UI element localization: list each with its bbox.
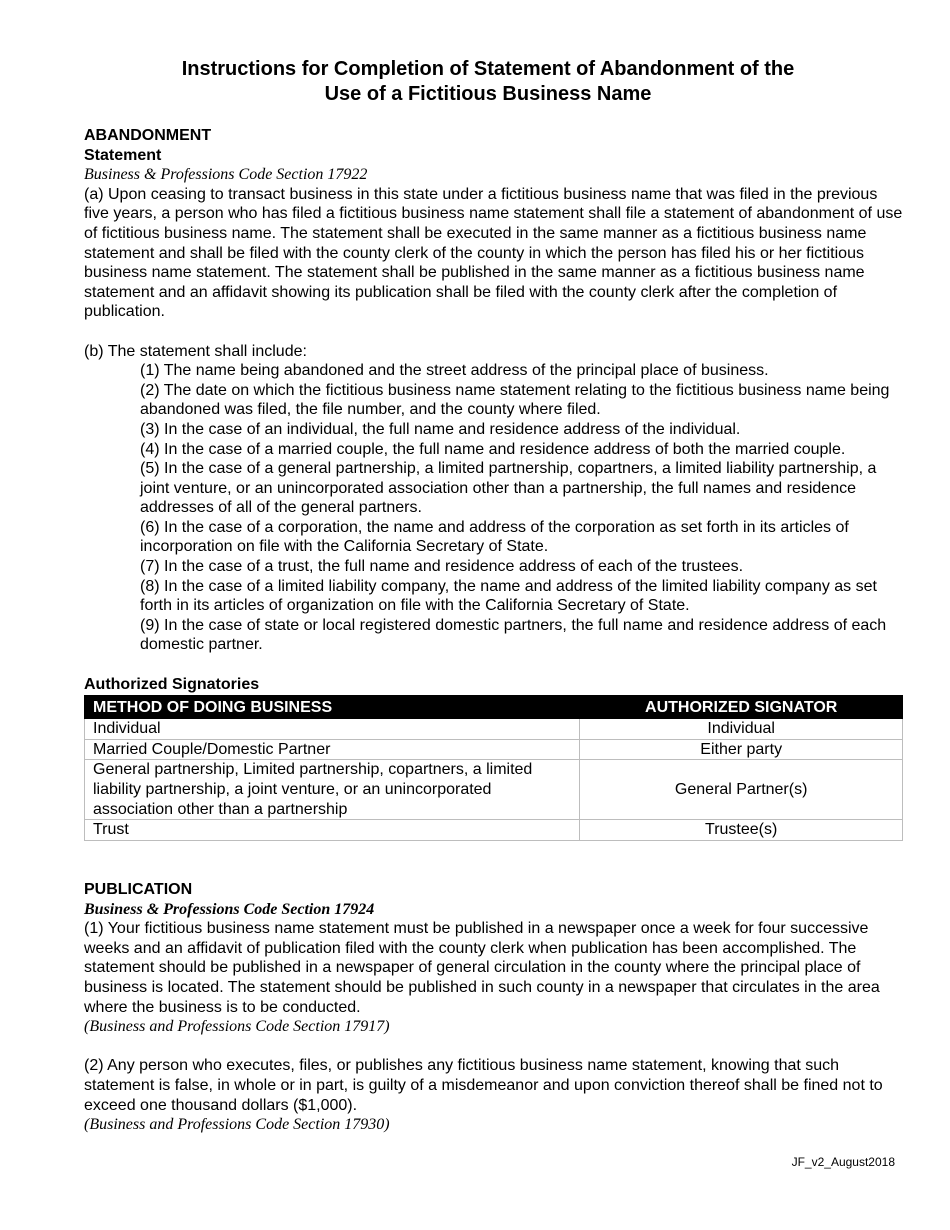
list-item: (8) In the case of a limited liability company, the name and address of the limited liability company as set forth in its articles of organization on file with the California Secretary of State.: [140, 577, 877, 615]
publication-code-ref: Business & Professions Code Section 17924: [84, 900, 375, 918]
table-header-row: [85, 696, 903, 719]
signator-cell: Either party: [580, 739, 903, 760]
list-item: (3) In the case of an individual, the full name and residence address of the individual.: [140, 420, 741, 438]
statement-requirements-list: [84, 361, 904, 655]
signator-cell: General Partner(s): [580, 760, 903, 820]
method-cell: Married Couple/Domestic Partner: [85, 739, 580, 760]
method-cell: General partnership, Limited partnership, copartners, a limited liability partnership, a joint venture, or an unincorporated association other than a partnership: [85, 760, 580, 820]
paragraph-a: (a) Upon ceasing to transact business in this state under a fictitious business name that was filed in the previous five years, a person who has filed a fictitious business name statement shall file a statement of abandonment of use of fictitious business name. The statement shall be executed in the same manner as a fictitious business name statement and shall be filed with the county clerk of the county in which the person has filed his or her fictitious business name statement. The statement shall be published in the same manner as a fictitious business name statement and an affidavit showing its publication shall be filed with the county clerk after the completion of publication.: [84, 185, 903, 321]
signator-cell: Individual: [580, 719, 903, 740]
paragraph-b-intro: (b) The statement shall include:: [84, 342, 307, 360]
list-item: (6) In the case of a corporation, the name and address of the corporation as set forth in its articles of incorporation on file with the California Secretary of State.: [140, 518, 849, 556]
list-item: (5) In the case of a general partnership, a limited partnership, copartners, a limited liability partnership, a joint venture, or an unincorporated association other than a partnership, the full names and residence addresses of all of the general partners.: [140, 460, 877, 517]
list-item: (9) In the case of state or local registered domestic partners, the full name and residence address of each domestic partner.: [140, 616, 887, 654]
title-line-2: Use of a Fictitious Business Name: [324, 83, 652, 105]
table-row: [85, 820, 903, 841]
document-body: [84, 126, 904, 1135]
list-item: (7) In the case of a trust, the full name and residence address of each of the trustees.: [140, 558, 744, 576]
statement-subheading: Statement: [84, 146, 162, 164]
form-version-footer: JF_v2_August2018: [791, 1155, 895, 1169]
publication-paragraph-1: (1) Your fictitious business name statement must be published in a newspaper once a week for four successive weeks and an affidavit of publication filed with the county clerk when publication has been accomplished. The statement should be published in a newspaper of general circulation in the county where the principal place of business is located. The statement should be published in such county in a newspaper that circulates in the area where the business is to be conducted.: [84, 920, 880, 1016]
column-header-signator: AUTHORIZED SIGNATOR: [580, 696, 903, 719]
table-row: [85, 739, 903, 760]
table-row: [85, 760, 903, 820]
abandonment-code-ref: Business & Professions Code Section 17922: [84, 166, 368, 184]
list-item: (1) The name being abandoned and the street address of the principal place of business.: [140, 362, 769, 380]
list-item: (4) In the case of a married couple, the full name and residence address of both the married couple.: [140, 440, 846, 458]
title-line-1: Instructions for Completion of Statement of Abandonment of the: [181, 58, 795, 80]
document-title: [0, 57, 950, 107]
signatories-table: [84, 695, 903, 841]
abandonment-heading: ABANDONMENT: [84, 127, 212, 144]
signator-cell: Trustee(s): [580, 820, 903, 841]
method-cell: Trust: [85, 820, 580, 841]
list-item: (2) The date on which the fictitious business name statement relating to the fictitious business name being abandoned was filed, the file number, and the county where filed.: [140, 381, 890, 419]
method-cell: Individual: [85, 719, 580, 740]
publication-paragraph-2: (2) Any person who executes, files, or publishes any fictitious business name statement, knowing that such statement is false, in whole or in part, is guilty of a misdemeanor and upon conviction thereof shall be fined not to exceed one thousand dollars ($1,000).: [84, 1057, 883, 1114]
column-header-method: METHOD OF DOING BUSINESS: [85, 696, 580, 719]
signatories-heading: Authorized Signatories: [84, 675, 260, 693]
publication-ref-2: (Business and Professions Code Section 17930): [84, 1116, 390, 1134]
publication-ref-1: (Business and Professions Code Section 17917): [84, 1018, 390, 1036]
table-row: [85, 719, 903, 740]
publication-heading: PUBLICATION: [84, 880, 193, 898]
